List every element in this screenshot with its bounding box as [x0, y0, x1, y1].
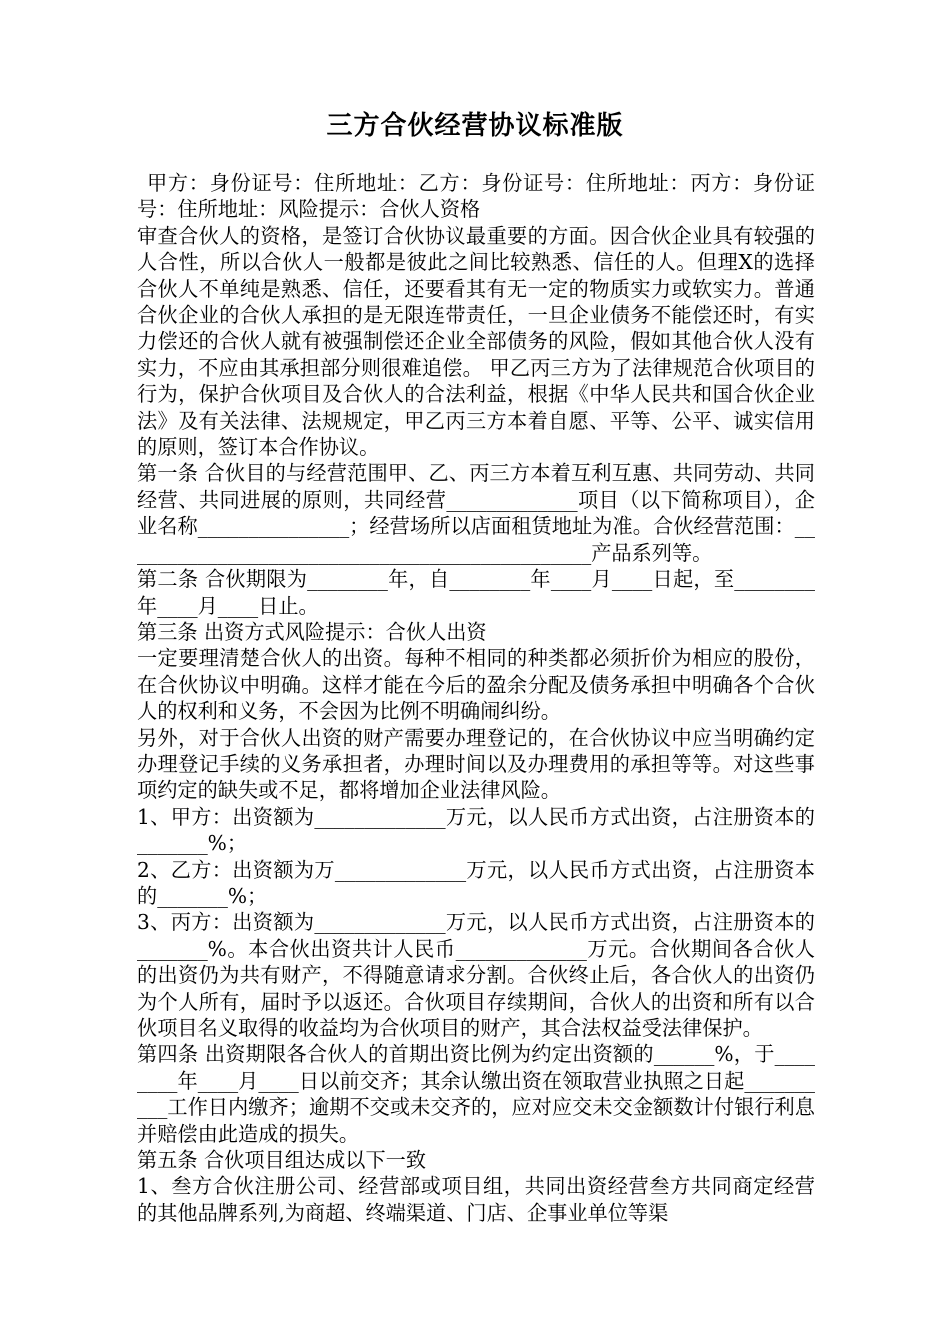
contribution-paragraph: 一定要理清楚合伙人的出资。每种不相同的种类都必须折价为相应的股份，在合伙协议中明确。这样才能在今后的盈余分配及债务承担中明确各个合伙人的权利和义务，不会因为比例不明确闹纠纷。: [137, 646, 815, 724]
party-b-contribution: 2、乙方：出资额为万_____________万元，以人民币方式出资，占注册资本的_______%；: [137, 857, 815, 908]
article-1-paragraph: 第一条 合伙目的与经营范围甲、乙、丙三方本着互利互惠、共同劳动、共同经营、共同进展的原则，共同经营_____________项目（以下简称项目），企业名称_______________；经营场所以店面租赁地址为准。合伙经营范围：_______________________________________________产品系列等。: [137, 461, 815, 565]
partner-qualification-paragraph: 审查合伙人的资格，是签订合伙协议最重要的方面。因合伙企业具有较强的人合性，所以合伙人一般都是彼此之间比较熟悉、信任的人。但理X的选择合伙人不单纯是熟悉、信任，还要看其有无一定的物质实力或软实力。普通合伙企业的合伙人承担的是无限连带责任，一旦企业债务不能偿还时，有实力偿还的合伙人就有被强制偿还企业全部债务的风险，假如其他合伙人没有实力，不应由其承担部分则很难追偿。 甲乙丙三方为了法律规范合伙项目的行为，保护合伙项目及合伙人的合法利益，根据《中华人民共和国合伙企业法》及有关法律、法规规定，甲乙丙三方本着自愿、平等、公平、诚实信用的原则，签订本合作协议。: [137, 223, 815, 460]
document-title: 三方合伙经营协议标准版: [326, 111, 624, 141]
article-4-paragraph: 第四条 出资期限各合伙人的首期出资比例为约定出资额的______%，于________年____月____日以前交齐；其余认缴出资在领取营业执照之日起__________工作日内缴齐；逾期不交或未交齐的，应对应交未交金额数计付银行利息并赔偿由此造成的损失。: [137, 1042, 815, 1146]
party-c-contribution: 3、丙方：出资额为_____________万元，以人民币方式出资，占注册资本的_______%。本合伙出资共计人民币_____________万元。合伙期间各合伙人的出资仍为共有财产，不得随意请求分割。合伙终止后，各合伙人的出资仍为个人所有，届时予以返还。合伙项目存续期间，合伙人的出资和所有以合伙项目名义取得的收益均为合伙项目的财产，其合法权益受法律保护。: [137, 910, 815, 1040]
article-3-heading: 第三条 出资方式风险提示：合伙人出资: [137, 619, 487, 644]
article-5-item-1: 1、叁方合伙注册公司、经营部或项目组，共同出资经营叁方共同商定经营的其他品牌系列,为商超、终端渠道、门店、企事业单位等渠: [137, 1174, 815, 1225]
article-2-paragraph: 第二条 合伙期限为________年，自________年____月____日起，至________年____月____日止。: [137, 567, 815, 618]
parties-paragraph: 甲方：身份证号：住所地址：乙方：身份证号：住所地址：丙方：身份证号：住所地址：风险提示：合伙人资格: [137, 171, 815, 222]
document-body: [137, 170, 815, 1226]
registration-paragraph: 另外，对于合伙人出资的财产需要办理登记的，在合伙协议中应当明确约定办理登记手续的义务承担者，办理时间以及办理费用的承担等等。对这些事项约定的缺失或不足，都将增加企业法律风险。: [137, 725, 815, 803]
party-a-contribution: 1、甲方：出资额为_____________万元，以人民币方式出资，占注册资本的_______%；: [137, 804, 815, 856]
article-5-heading: 第五条 合伙项目组达成以下一致: [137, 1148, 427, 1173]
